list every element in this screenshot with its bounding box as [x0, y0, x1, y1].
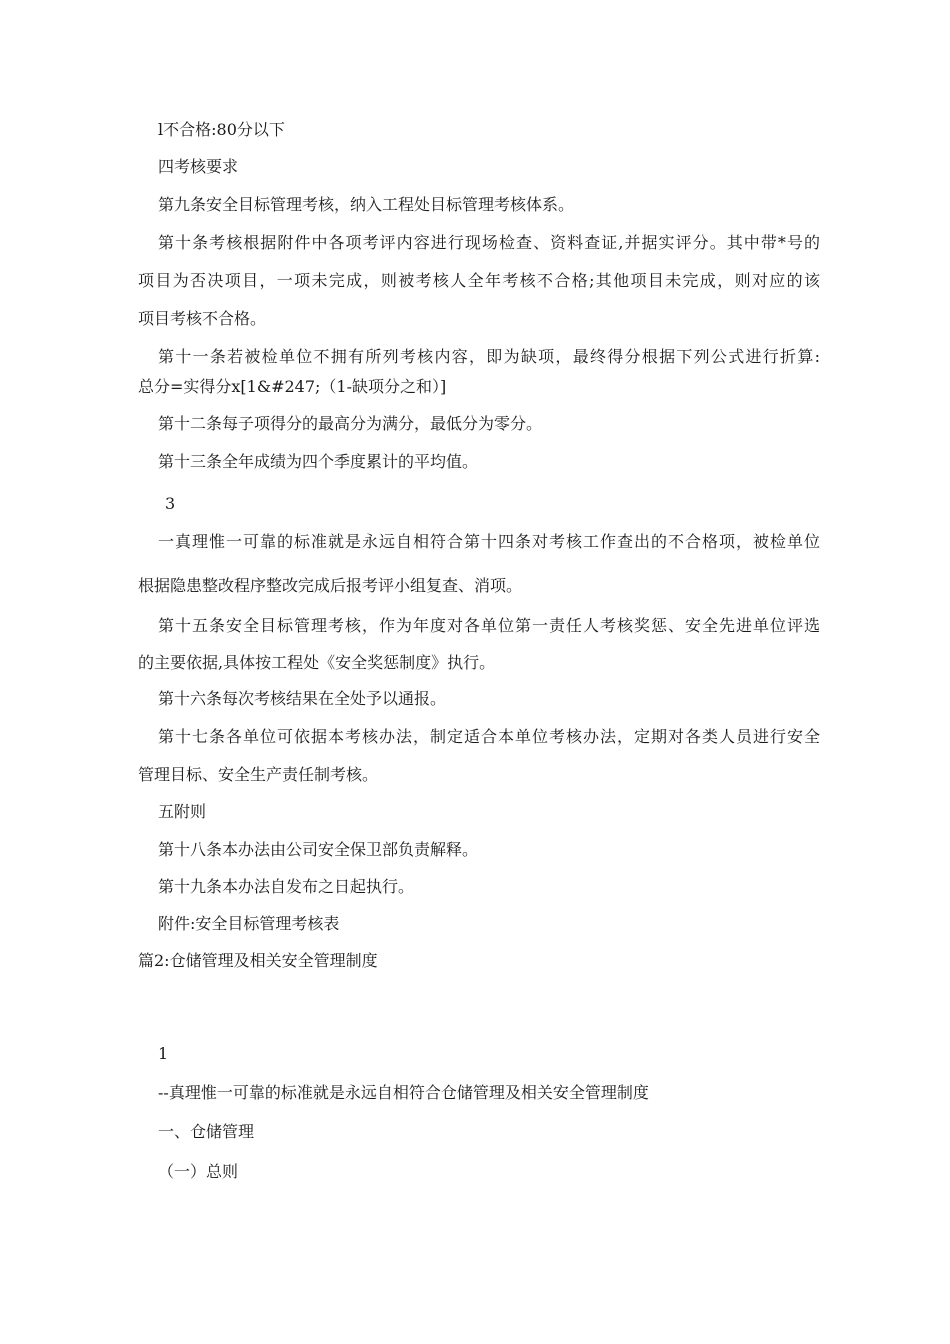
article-10-line-2: 项目为否决项目，一项未完成，则被考核人全年考核不合格;其他项目未完成，则对应的该 [138, 271, 820, 290]
article-16-line: 第十六条每次考核结果在全处予以通报。 [158, 689, 447, 708]
page-number-3: 3 [165, 494, 176, 513]
page-number-1: 1 [158, 1044, 169, 1063]
attachment-line: 附件:安全目标管理考核表 [158, 914, 340, 933]
article-19-line: 第十九条本办法自发布之日起执行。 [158, 877, 415, 896]
article-11-formula: 总分=实得分x[1&#247;（1-缺项分之和）] [138, 377, 447, 396]
article-10-line-1: 第十条考核根据附件中各项考评内容进行现场检查、资料查证,并据实评分。其中带*号的 [158, 233, 820, 252]
chapter-2-subtitle: --真理惟一可靠的标准就是永远自相符合仓储管理及相关安全管理制度 [158, 1083, 649, 1102]
general-provisions-heading: （一）总则 [158, 1162, 239, 1181]
article-12-line: 第十二条每子项得分的最高分为满分，最低分为零分。 [158, 414, 543, 433]
section-five-heading: 五附则 [158, 802, 207, 821]
article-15-line-2: 的主要依据,具体按工程处《安全奖惩制度》执行。 [138, 653, 496, 672]
section-four-heading: 四考核要求 [158, 157, 239, 176]
warehouse-management-heading: 一、仓储管理 [158, 1122, 255, 1141]
article-18-line: 第十八条本办法由公司安全保卫部负责解释。 [158, 840, 479, 859]
chapter-2-title: 篇2:仓储管理及相关安全管理制度 [138, 951, 378, 970]
article-10-line-3: 项目考核不合格。 [138, 309, 267, 328]
article-17-line-2: 管理目标、安全生产责任制考核。 [138, 765, 379, 784]
article-9-line: 第九条安全目标管理考核，纳入工程处目标管理考核体系。 [158, 195, 575, 214]
grade-unqualified-line: l不合格:80分以下 [158, 120, 285, 139]
article-17-line-1: 第十七条各单位可依据本考核办法，制定适合本单位考核办法，定期对各类人员进行安全 [158, 727, 820, 746]
article-11-line-1: 第十一条若被检单位不拥有所列考核内容，即为缺项，最终得分根据下列公式进行折算: [158, 347, 820, 366]
article-14-line-2: 根据隐患整改程序整改完成后报考评小组复查、消项。 [138, 576, 523, 595]
article-15-line-1: 第十五条安全目标管理考核，作为年度对各单位第一责任人考核奖惩、安全先进单位评选 [158, 616, 820, 635]
article-14-line-1: 一真理惟一可靠的标准就是永远自相符合第十四条对考核工作查出的不合格项，被检单位 [158, 532, 820, 551]
article-13-line: 第十三条全年成绩为四个季度累计的平均值。 [158, 452, 479, 471]
